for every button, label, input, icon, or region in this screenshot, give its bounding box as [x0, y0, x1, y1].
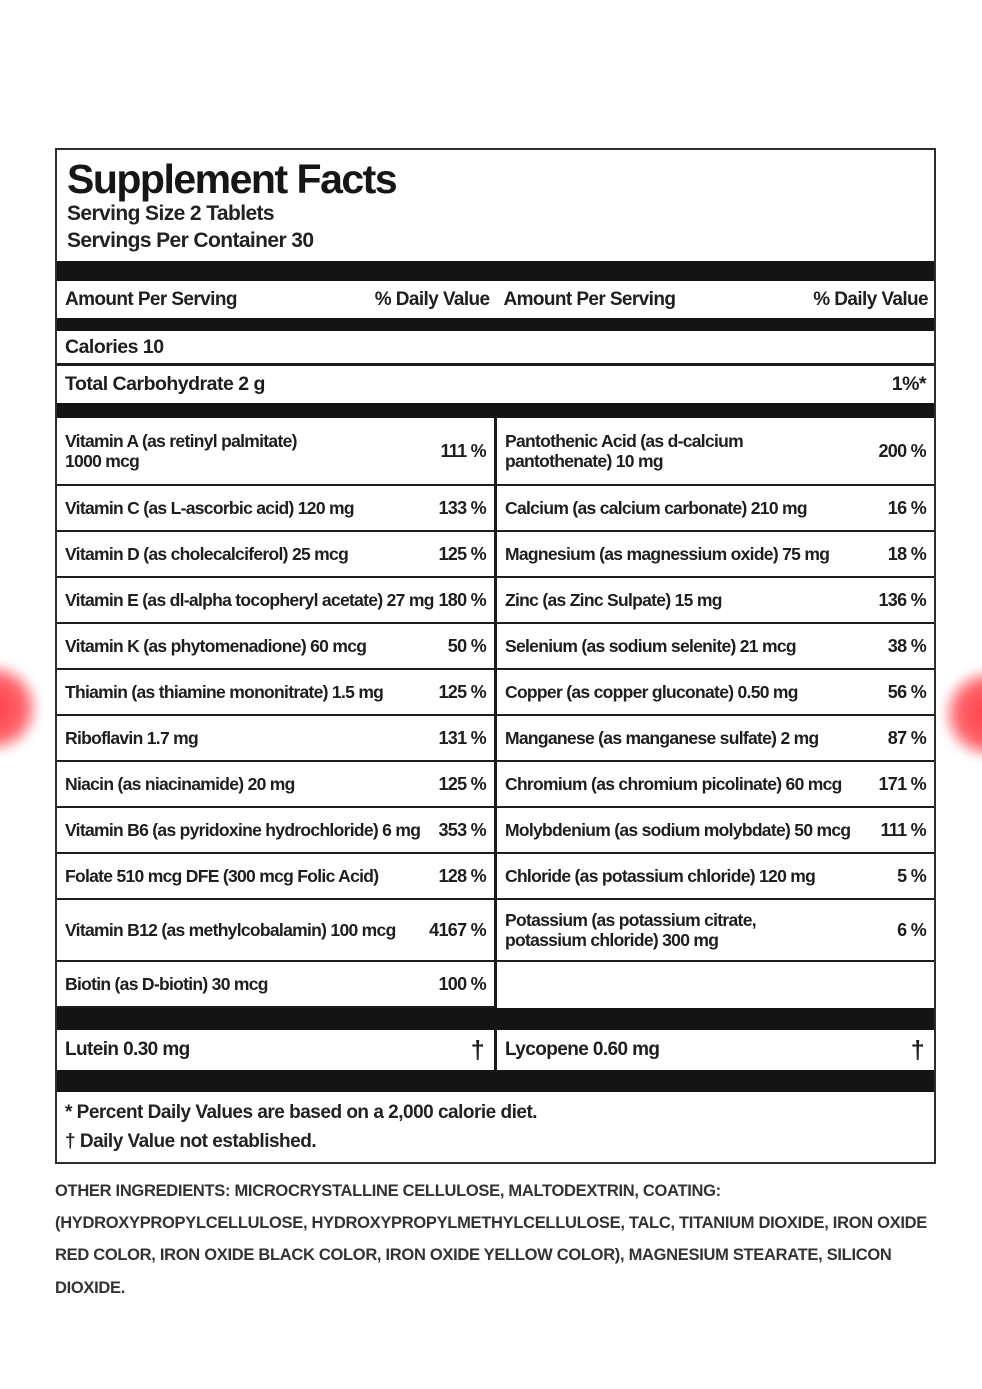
servings-per-container: Servings Per Container 30: [67, 228, 314, 252]
carbohydrate-label: Total Carbohydrate 2 g: [65, 373, 265, 396]
nutrient-name: Vitamin D (as cholecalciferol) 25 mcg: [65, 544, 349, 565]
dagger-icon: †: [910, 1035, 924, 1064]
nutrient-row-thiamin: [57, 670, 494, 716]
nutrient-row-vitamin-d: [57, 532, 494, 578]
nutrient-row-manganese: [497, 716, 934, 762]
carbohydrate-daily-value: 1%*: [891, 373, 926, 396]
empty-cell: [497, 962, 934, 1008]
nutrient-daily-value: 4167 %: [429, 919, 486, 940]
carousel-nav-glow-right[interactable]: [942, 668, 982, 760]
nutrient-name: Biotin (as D-biotin) 30 mcg: [65, 974, 268, 995]
amount-per-serving-header: Amount Per Serving: [65, 288, 237, 310]
nutrient-row-copper: [497, 670, 934, 716]
daily-value-header: % Daily Value: [813, 288, 928, 310]
nutrient-daily-value: 87 %: [887, 727, 926, 748]
divider-bar: [57, 403, 934, 418]
nutrient-row-chromium: [497, 762, 934, 808]
lycopene-cell: [494, 1030, 934, 1070]
nutrient-row-vitamin-b12: [57, 900, 494, 962]
lycopene-label: Lycopene 0.60 mg: [505, 1039, 660, 1061]
nutrient-name: Pantothenic Acid (as d-calcium pantothenate) 10 mg: [505, 430, 743, 472]
nutrient-daily-value: 125 %: [438, 543, 486, 564]
nutrient-daily-value: 56 %: [887, 681, 926, 702]
nutrient-daily-value: 131 %: [438, 727, 486, 748]
nutrient-name: Potassium (as potassium citrate, potassium chloride) 300 mg: [505, 909, 756, 951]
nutrient-row-zinc: [497, 578, 934, 624]
amount-per-serving-header: Amount Per Serving: [503, 288, 676, 310]
nutrient-name: Molybdenium (as sodium molybdate) 50 mcg: [505, 820, 851, 841]
nutrient-daily-value: 200 %: [878, 440, 926, 461]
nutrient-name: Vitamin K (as phytomenadione) 60 mcg: [65, 636, 367, 657]
dagger-icon: †: [470, 1035, 484, 1064]
nutrient-name: Chromium (as chromium picolinate) 60 mcg: [505, 774, 842, 795]
nutrient-daily-value: 18 %: [887, 543, 926, 564]
nutrient-daily-value: 125 %: [438, 773, 486, 794]
nutrient-name: Chloride (as potassium chloride) 120 mg: [505, 866, 816, 887]
nutrient-daily-value: 38 %: [887, 635, 926, 656]
nutrient-daily-value: 50 %: [447, 635, 486, 656]
nutrient-row-pantothenic-acid: [497, 418, 934, 486]
label-title: Supplement Facts: [67, 156, 397, 202]
serving-size: Serving Size 2 Tablets: [67, 202, 274, 226]
supplement-facts-label: [55, 148, 936, 1164]
nutrient-daily-value: 171 %: [878, 773, 926, 794]
nutrient-row-selenium: [497, 624, 934, 670]
nutrient-name: Vitamin A (as retinyl palmitate) 1000 mcg: [65, 430, 297, 472]
nutrient-daily-value: 136 %: [878, 589, 926, 610]
nutrient-columns: [57, 418, 934, 1008]
nutrient-column-right: [494, 418, 934, 1008]
footnote-not-established: † Daily Value not established.: [65, 1130, 317, 1152]
botanical-row: [57, 1030, 934, 1070]
nutrient-daily-value: 100 %: [438, 973, 486, 994]
label-header: [57, 150, 934, 254]
footnotes: [57, 1092, 934, 1156]
column-headers: [57, 281, 934, 318]
nutrient-row-vitamin-e: [57, 578, 494, 624]
nutrient-name: Copper (as copper gluconate) 0.50 mg: [505, 682, 798, 703]
nutrient-daily-value: 125 %: [438, 681, 486, 702]
nutrient-row-magnesium: [497, 532, 934, 578]
nutrient-name: Niacin (as niacinamide) 20 mg: [65, 774, 295, 795]
nutrient-row-riboflavin: [57, 716, 494, 762]
nutrient-name: Magnesium (as magnessium oxide) 75 mg: [505, 544, 830, 565]
nutrient-daily-value: 6 %: [897, 919, 926, 940]
nutrient-daily-value: 128 %: [438, 865, 486, 886]
nutrient-daily-value: 133 %: [438, 497, 486, 518]
divider-bar: [57, 318, 934, 331]
footnote-daily-values: * Percent Daily Values are based on a 2,000 calorie diet.: [65, 1102, 538, 1124]
nutrient-daily-value: 16 %: [887, 497, 926, 518]
carbohydrate-row: [57, 366, 934, 403]
nutrient-daily-value: 111 %: [440, 440, 486, 461]
nutrient-daily-value: 5 %: [897, 865, 926, 886]
nutrient-row-vitamin-c: [57, 486, 494, 532]
nutrient-name: Vitamin E (as dl-alpha tocopheryl acetate) 27 mg: [65, 590, 434, 611]
nutrient-row-niacin: [57, 762, 494, 808]
nutrient-name: Thiamin (as thiamine mononitrate) 1.5 mg: [65, 682, 384, 703]
calories-row: [57, 331, 934, 366]
nutrient-daily-value: 353 %: [438, 819, 486, 840]
nutrient-row-molybdenium: [497, 808, 934, 854]
lutein-cell: [57, 1030, 494, 1070]
daily-value-header: % Daily Value: [374, 288, 490, 310]
nutrient-name: Zinc (as Zinc Sulpate) 15 mg: [505, 590, 722, 611]
nutrient-row-vitamin-k: [57, 624, 494, 670]
nutrient-row-calcium: [497, 486, 934, 532]
nutrient-row-vitamin-a: [57, 418, 494, 486]
nutrient-name: Vitamin C (as L-ascorbic acid) 120 mg: [65, 498, 354, 519]
divider-bar: [57, 261, 934, 281]
nutrient-column-left: [57, 418, 494, 1008]
nutrient-row-biotin: [57, 962, 494, 1008]
carousel-nav-glow-left[interactable]: [0, 662, 40, 754]
calories-label: Calories 10: [65, 335, 164, 358]
nutrient-name: Manganese (as manganese sulfate) 2 mg: [505, 728, 819, 749]
column-header-right: [496, 289, 935, 311]
nutrient-row-chloride: [497, 854, 934, 900]
other-ingredients: OTHER INGREDIENTS: MICROCRYSTALLINE CELLULOSE, MALTODEXTRIN, COATING: (HYDROXYPROPYLCELLULOSE, HYDROXYPROPYLMETHYLCELLULOSE, TALC, TITANIUM DIOXIDE, IRON OXIDE RED COLOR, IRON OXIDE BLACK COLOR, IRON OXIDE YELLOW COLOR), MAGNESIUM STEARATE, SILICON DIOXIDE.: [55, 1182, 927, 1297]
nutrient-daily-value: 180 %: [438, 589, 486, 610]
divider-bar: [57, 1070, 934, 1092]
nutrient-row-vitamin-b6: [57, 808, 494, 854]
nutrient-row-folate: [57, 854, 494, 900]
nutrient-name: Selenium (as sodium selenite) 21 mcg: [505, 636, 796, 657]
nutrient-row-potassium: [497, 900, 934, 962]
column-header-left: [57, 289, 496, 311]
lutein-label: Lutein 0.30 mg: [65, 1039, 190, 1061]
nutrient-daily-value: 111 %: [880, 819, 926, 840]
nutrient-name: Vitamin B12 (as methylcobalamin) 100 mcg: [65, 920, 396, 941]
nutrient-name: Vitamin B6 (as pyridoxine hydrochloride) 6 mg: [65, 820, 421, 841]
nutrient-name: Folate 510 mcg DFE (300 mcg Folic Acid): [65, 866, 379, 887]
nutrient-name: Riboflavin 1.7 mg: [65, 728, 198, 749]
nutrient-name: Calcium (as calcium carbonate) 210 mg: [505, 498, 807, 519]
divider-bar: [57, 1008, 934, 1030]
